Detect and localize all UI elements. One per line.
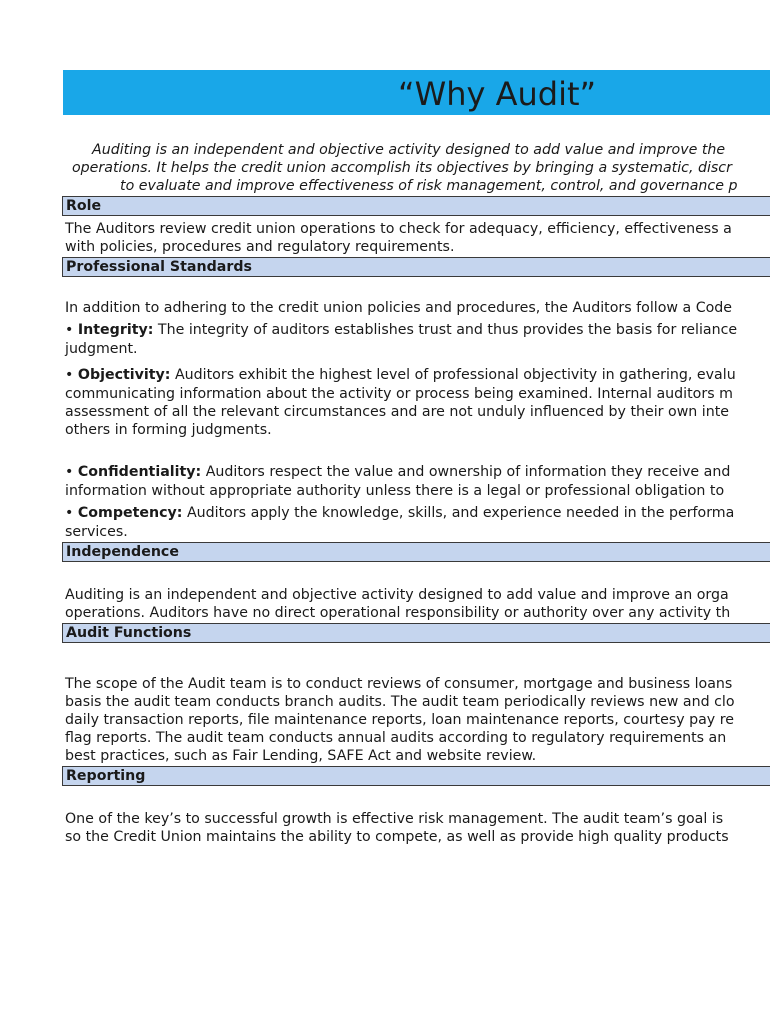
intro-line-3: to evaluate and improve effectiveness of risk management, control, and governance p (120, 178, 738, 194)
bullet-mark: • (65, 464, 74, 480)
reporting-line-2: so the Credit Union maintains the ability to compete, as well as provide high quality products (65, 829, 729, 845)
integrity-line-2: judgment. (65, 341, 138, 357)
section-heading: Audit Functions (66, 625, 192, 641)
functions-line-3: daily transaction reports, file maintenance reports, loan maintenance reports, courtesy pay re (65, 712, 734, 728)
bullet-mark: • (65, 367, 74, 383)
section-heading: Role (66, 198, 102, 214)
section-header-reporting (62, 766, 770, 786)
objectivity-line-4: others in forming judgments. (65, 422, 272, 438)
independence-line-2: operations. Auditors have no direct operational responsibility or authority over any activity th (65, 605, 731, 621)
bullet-mark: • (65, 322, 74, 338)
bullet-mark: • (65, 505, 74, 521)
role-line-2: with policies, procedures and regulatory requirements. (65, 239, 455, 255)
functions-line-1: The scope of the Audit team is to conduct reviews of consumer, mortgage and business loans (65, 676, 733, 692)
section-header-professional-standards (62, 257, 770, 277)
confidentiality-label: Confidentiality: (77, 464, 202, 480)
objectivity-line-2: communicating information about the activity or process being examined. Internal auditors m (65, 386, 733, 402)
section-header-role (62, 196, 770, 216)
confidentiality-line-2: information without appropriate authority unless there is a legal or professional obligation to (65, 483, 725, 499)
confidentiality-text: Auditors respect the value and ownership of information they receive and (201, 464, 731, 480)
objectivity-label: Objectivity: (77, 367, 171, 383)
section-heading: Reporting (66, 768, 146, 784)
objectivity-line-3: assessment of all the relevant circumstances and are not unduly influenced by their own inte (65, 404, 730, 420)
reporting-line-1: One of the key’s to successful growth is effective risk management. The audit team’s goal is (65, 811, 724, 827)
intro-line-2: operations. It helps the credit union accomplish its objectives by bringing a systematic, discr (72, 160, 732, 176)
competency-label: Competency: (77, 505, 183, 521)
bullet-integrity (65, 321, 737, 339)
competency-text: Auditors apply the knowledge, skills, and experience needed in the performa (182, 505, 735, 521)
independence-line-1: Auditing is an independent and objective activity designed to add value and improve an orga (65, 587, 729, 603)
section-header-audit-functions (62, 623, 770, 643)
integrity-label: Integrity: (77, 322, 154, 338)
competency-line-2: services. (65, 524, 128, 540)
functions-line-4: flag reports. The audit team conducts annual audits according to regulatory requirements an (65, 730, 727, 746)
section-heading: Independence (66, 544, 179, 560)
intro-line-1: Auditing is an independent and objective activity designed to add value and improve the (92, 142, 726, 158)
bullet-confidentiality (65, 463, 730, 481)
page-title: “Why Audit” (398, 75, 597, 113)
integrity-text: The integrity of auditors establishes trust and thus provides the basis for reliance (153, 322, 738, 338)
section-header-independence (62, 542, 770, 562)
functions-line-2: basis the audit team conducts branch audits. The audit team periodically reviews new and clo (65, 694, 735, 710)
functions-line-5: best practices, such as Fair Lending, SAFE Act and website review. (65, 748, 537, 764)
bullet-objectivity (65, 366, 736, 384)
standards-lead: In addition to adhering to the credit union policies and procedures, the Auditors follow a Code (65, 300, 733, 316)
role-line-1: The Auditors review credit union operations to check for adequacy, efficiency, effectiveness a (65, 221, 732, 237)
bullet-competency (65, 504, 734, 522)
objectivity-text: Auditors exhibit the highest level of professional objectivity in gathering, evalu (170, 367, 736, 383)
section-heading: Professional Standards (66, 259, 252, 275)
